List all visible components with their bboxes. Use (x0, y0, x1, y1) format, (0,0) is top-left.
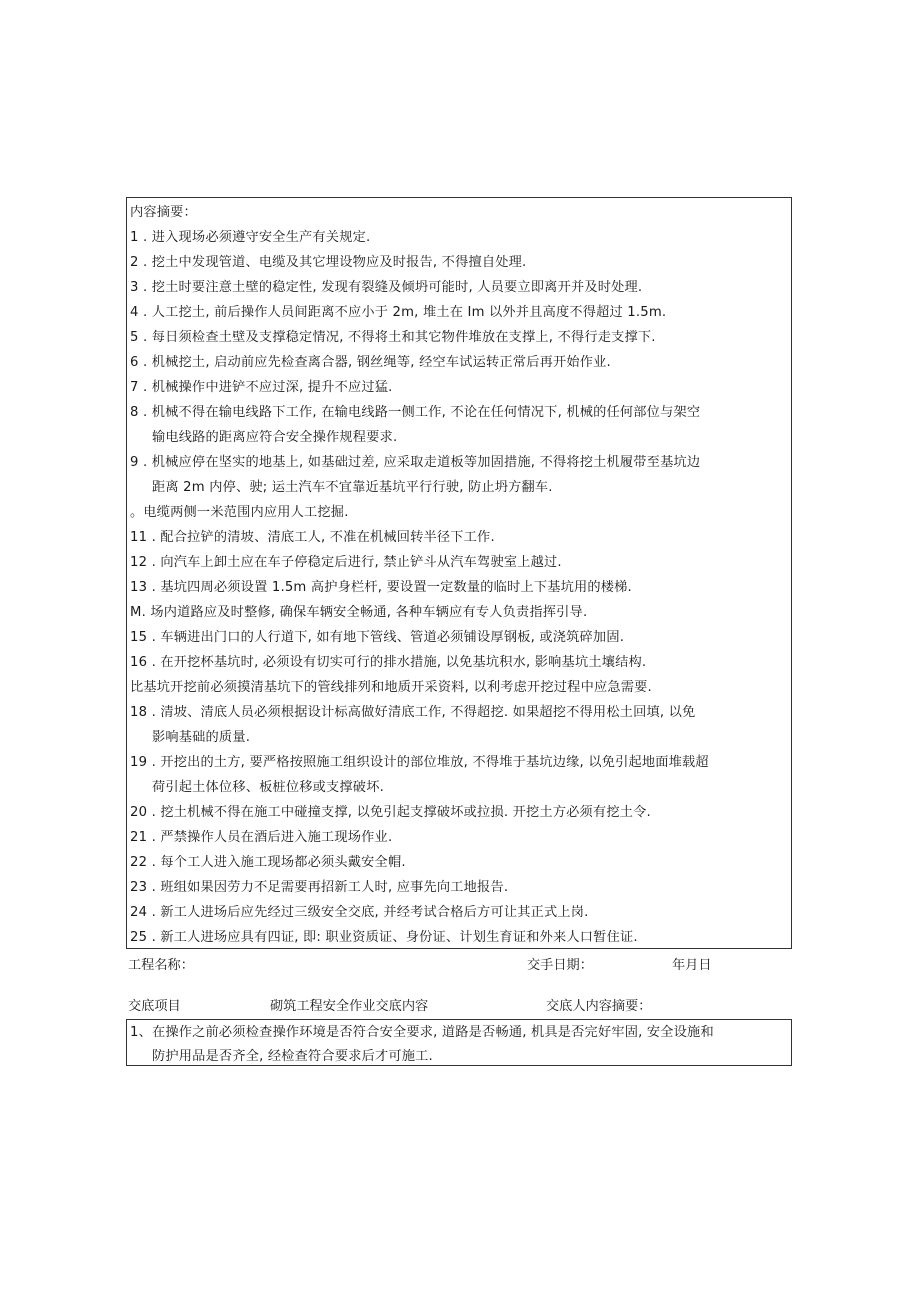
summary-line-13: 13 . 基坑四周必须设置 1.5m 高护身栏杆, 要设置一定数量的临时上下基坑用的楼梯. (130, 580, 632, 595)
summary-line-8: 8 . 机械不得在输电线路下工作, 在输电线路一侧工作, 不论在任何情况下, 机械的任何部位与架空 (130, 405, 701, 420)
date-label: 交手日期： (527, 958, 593, 973)
item-value: 砌筑工程安全作业交底内容 (270, 999, 429, 1014)
date-value: 年月日 (672, 958, 712, 973)
summary-line-2: 2 . 挖土中发现管道、电缆及其它埋设物应及时报告, 不得擅自处理. (130, 255, 527, 270)
summary-line-9: 9 . 机械应停在坚实的地基上, 如基础过差, 应采取走道板等加固措施, 不得将挖土机履带至基坑边 (130, 455, 701, 470)
summary-line-19: 19 . 开挖出的土方, 要严格按照施工组织设计的部位堆放, 不得堆于基坑边缘, 以免引起地面堆载超 (130, 755, 709, 770)
summary-line-16: 16 . 在开挖杯基坑时, 必须设有切实可行的排水措施, 以免基坑积水, 影响基坑土壤结构. (130, 655, 647, 670)
summary-heading: 内容摘要： (130, 205, 197, 220)
summary-line-12: 12 . 向汽车上卸土应在车子停稳定后进行, 禁止铲斗从汽车驾驶室上越过. (130, 555, 562, 570)
summary-line-10: 。电缆两侧一米范围内应用人工挖掘. (130, 505, 349, 520)
summary-line-4: 4 . 人工挖土, 前后操作人员间距离不应小于 2m, 堆土在 Im 以外并且高度不得超过 1.5m. (130, 305, 667, 320)
summary-line-19-cont: 荷引起土体位移、板桩位移或支撑破坏. (152, 780, 384, 795)
section2-line-1: 1、在操作之前必须检查操作环境是否符合安全要求, 道路是否畅通, 机具是否完好牢固, 安全设施和 (130, 1025, 714, 1040)
summary-line-24: 24 . 新工人进场后应先经过三级安全交底, 并经考试合格后方可让其正式上岗. (130, 905, 589, 920)
summary-line-20: 20 . 挖土机械不得在施工中碰撞支撑, 以免引起支撑破坏或拉损. 开挖土方必须有挖土令. (130, 805, 651, 820)
summary-line-18: 18 . 清坡、清底人员必须根据设计标高做好清底工作, 不得超挖. 如果超挖不得用松土回填, 以免 (130, 705, 696, 720)
summary-line-5: 5 . 每日须检查土壁及支撑稳定情况, 不得将土和其它物件堆放在支撑上, 不得行走支撑下. (130, 330, 656, 345)
summary-line-25: 25 . 新工人进场应具有四证, 即: 职业资质证、身份证、计划生育证和外来人口暂住证. (130, 930, 638, 945)
summary-line-15: 15 . 车辆进出门口的人行道下, 如有地下管线、管道必须铺设厚钢板, 或浇筑碎加固. (130, 630, 625, 645)
summary-line-23: 23 . 班组如果因劳力不足需要再招新工人时, 应事先向工地报告. (130, 880, 509, 895)
summary-label: 交底人内容摘要： (546, 999, 652, 1014)
summary-line-18-cont: 影响基础的质量. (152, 730, 251, 745)
summary-line-21: 21 . 严禁操作人员在酒后进入施工现场作业. (130, 830, 393, 845)
summary-line-6: 6 . 机械挖土, 启动前应先检查离合器, 钢丝绳等, 经空车试运转正常后再开始作业. (130, 355, 611, 370)
section2-line-1-cont: 防护用品是否齐全, 经检查符合要求后才可施工. (152, 1049, 433, 1064)
summary-line-9-cont: 距离 2m 内停、驶; 运土汽车不宜靠近基坑平行行驶, 防止坍方翻车. (152, 480, 553, 495)
summary-line-1: 1 . 进入现场必须遵守安全生产有关规定. (130, 230, 371, 245)
item-label: 交底项目 (128, 999, 181, 1014)
project-name-label: 工程名称： (128, 958, 194, 973)
summary-line-17: 比基坑开挖前必须摸清基坑下的管线排列和地质开采资料, 以利考虑开挖过程中应急需要. (130, 680, 652, 695)
summary-line-22: 22 . 每个工人进入施工现场都必须头戴安全帽. (130, 855, 406, 870)
summary-line-7: 7 . 机械操作中进铲不应过深, 提升不应过猛. (130, 380, 393, 395)
summary-line-14: M. 场内道路应及时整修, 确保车辆安全畅通, 各种车辆应有专人负责指挥引导. (130, 605, 588, 620)
summary-line-11: 11 . 配合拉铲的清坡、清底工人, 不准在机械回转半径下工作. (130, 530, 495, 545)
summary-line-8-cont: 输电线路的距离应符合安全操作规程要求. (152, 430, 398, 445)
summary-line-3: 3 . 挖土时要注意土壁的稳定性, 发现有裂缝及倾坍可能时, 人员要立即离开并及时处理. (130, 280, 643, 295)
